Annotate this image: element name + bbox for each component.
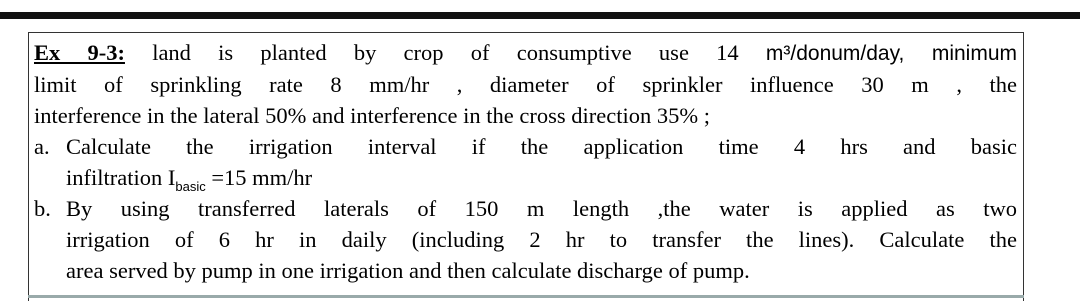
part-a-line-2-post: =15 mm/hr [205,165,313,190]
intro-line-3: interference in the lateral 50% and interference in the cross direction 35% ; [34,103,710,128]
top-horizontal-rule [0,12,1080,19]
part-b-line-2: irrigation of 6 hr in daily (including 2 hr to transfer the lines). Calculate the [66,227,1017,252]
intro-line-1-text: land is planted by crop of consumptive use 14 [124,40,766,65]
part-a-line-1 [34,131,1017,162]
part-a-line-2 [34,162,1017,193]
part-a-line-1-text: Calculate the irrigation interval if the application time 4 hrs and basic [66,134,1017,159]
problem-box [28,32,1024,301]
intro-line-1 [34,37,1017,69]
part-b-line-1 [34,193,1017,224]
part-b-marker: b. [34,196,51,221]
part-a-line-2-pre: infiltration I [66,165,176,190]
problem-label: Ex 9-3: [34,40,125,65]
part-b-line-1-text: By using transferred laterals of 150 m length ,the water is applied as two [66,196,1017,221]
part-a-subscript: basic [175,179,206,194]
intro-line-1-unit: m³/donum/day, minimum [765,42,1017,65]
bottom-horizontal-rule [28,295,1024,304]
part-a-marker: a. [34,134,50,159]
part-b-line-3: area served by pump in one irrigation and then calculate discharge of pump. [66,258,750,283]
intro-line-2: limit of sprinkling rate 8 mm/hr , diameter of sprinkler influence 30 m , the [34,72,1017,97]
